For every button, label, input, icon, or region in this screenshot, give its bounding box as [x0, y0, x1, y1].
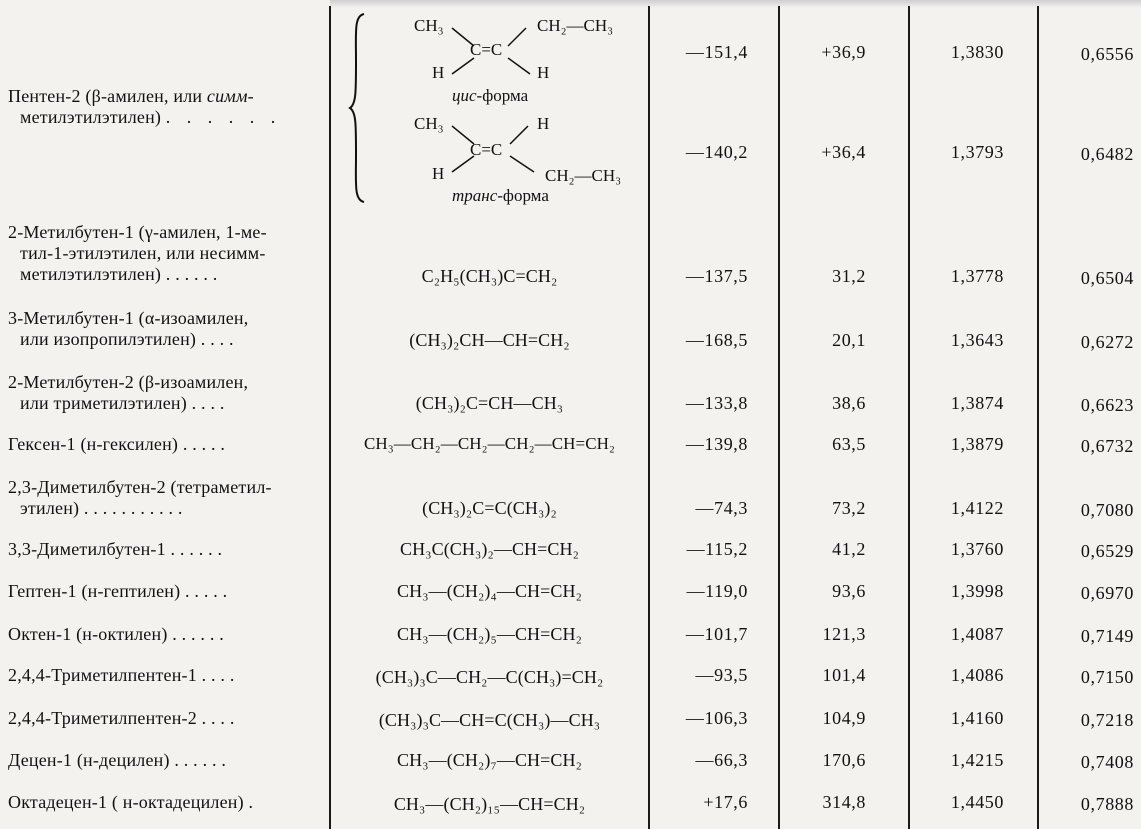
formula: C₂H₅(CH₃)C=CH₂: [421, 266, 558, 286]
form-caption: цис-форма: [452, 86, 529, 105]
refractive-index: 1,4087: [950, 624, 1004, 644]
column-rule: [908, 6, 910, 829]
density: 0,7080: [1080, 500, 1134, 520]
density: 0,6556: [1080, 44, 1134, 64]
formula: CH₃—CH₂—CH₂—CH₂—CH=CH₂: [363, 434, 616, 453]
boiling-point: 170,6: [822, 750, 866, 770]
boiling-point: 314,8: [822, 792, 866, 812]
scan-shadow: [330, 0, 1141, 8]
refractive-index: 1,3760: [950, 539, 1004, 559]
group-label: CH₂—CH₃: [537, 16, 614, 35]
compound-name: 2,3-Диметилбутен-2 (тетраметил- этилен) . . . . . . . . . . .: [8, 477, 272, 518]
melting-point: —168,5: [685, 330, 748, 350]
melting-point: —133,8: [685, 393, 748, 413]
boiling-point: 38,6: [832, 393, 866, 413]
boiling-point: 101,4: [822, 665, 866, 685]
compound-name: Октен-1 (н-октилен) . . . . . .: [8, 624, 224, 644]
melting-point: —74,3: [695, 498, 748, 518]
boiling-point: 41,2: [832, 539, 866, 559]
formula: CH₃C(CH₃)₂—CH=CH₂: [400, 539, 579, 559]
refractive-index: 1,4160: [950, 708, 1004, 728]
melting-point: —66,3: [695, 750, 748, 770]
column-rule: [1037, 6, 1039, 829]
compound-name: 2,4,4-Триметилпентен-1 . . . .: [8, 665, 235, 685]
column-rule: [778, 6, 780, 829]
refractive-index: 1,4215: [950, 750, 1004, 770]
refractive-index: 1,3643: [950, 330, 1004, 350]
density: 0,6272: [1080, 332, 1134, 352]
compound-name: 2,4,4-Триметилпентен-2 . . . .: [8, 708, 235, 728]
formula: (CH₃)₃C—CH=C(CH₃)—CH₃: [378, 710, 601, 730]
refractive-index: 1,3778: [950, 266, 1004, 286]
group-label: H: [537, 114, 550, 133]
density: 0,6623: [1080, 395, 1134, 415]
density: 0,7408: [1080, 752, 1134, 772]
melting-point: —106,3: [685, 708, 748, 728]
group-label: H: [432, 164, 445, 183]
melting-point: —101,7: [685, 624, 748, 644]
refractive-index: 1,3998: [950, 581, 1004, 601]
formula: (CH₃)₂C=C(CH₃)₂: [422, 498, 557, 518]
curly-brace-icon: [348, 12, 368, 204]
compound-name: 2-Метилбутен-2 (β-изоамилен, или триметилэтилен) . . . .: [8, 372, 249, 413]
refractive-index: 1,3830: [950, 42, 1004, 62]
compound-name: Пентен-2 (β-амилен, или симм- метилэтилэтилен) . . . . . .: [8, 86, 282, 127]
melting-point: —119,0: [686, 581, 748, 601]
boiling-point: 104,9: [822, 708, 866, 728]
boiling-point: 20,1: [832, 330, 866, 350]
density: 0,7150: [1080, 667, 1134, 687]
group-label: CH₃: [414, 114, 444, 133]
density: 0,7149: [1080, 626, 1134, 646]
melting-point: —140,2: [685, 142, 748, 162]
group-label: H: [432, 63, 445, 82]
group-label: H: [537, 63, 550, 82]
formula: (CH₃)₂C=CH—CH₃: [415, 393, 564, 413]
formula: (CH₃)₂CH—CH=CH₂: [409, 330, 570, 350]
density: 0,6482: [1080, 144, 1134, 164]
compound-name: Децен-1 (н-децилен) . . . . . .: [8, 750, 227, 770]
melting-point: —93,5: [695, 665, 748, 685]
formula: CH₃—(CH₂)₇—CH=CH₂: [397, 750, 582, 770]
melting-point: +17,6: [703, 792, 748, 812]
boiling-point: 31,2: [832, 266, 866, 286]
refractive-index: 1,4086: [950, 665, 1004, 685]
refractive-index: 1,4450: [950, 792, 1004, 812]
compound-name: Гексен-1 (н-гексилен) . . . . .: [8, 434, 226, 454]
melting-point: —139,8: [685, 434, 748, 454]
refractive-index: 1,4122: [950, 498, 1004, 518]
compound-name: 3,3-Диметилбутен-1 . . . . . .: [8, 539, 223, 559]
formula: (CH₃)₃C—CH₂—C(CH₃)=CH₂: [375, 667, 604, 687]
density: 0,7888: [1080, 794, 1134, 814]
melting-point: —115,2: [686, 539, 748, 559]
compound-name: 2-Метилбутен-1 (γ-амилен, 1-ме- тил-1-этилэтилен, или несимм- метилэтилэтилен) . . . . . .: [8, 222, 267, 284]
density: 0,7218: [1080, 710, 1134, 730]
form-caption: транс-форма: [452, 186, 549, 205]
group-label: CH₂—CH₃: [545, 166, 622, 185]
compound-name: Октадецен-1 ( н-октадецилен) .: [8, 792, 254, 812]
double-bond-label: C=C: [470, 140, 503, 159]
group-label: CH₃: [414, 16, 444, 35]
melting-point: —137,5: [685, 266, 748, 286]
refractive-index: 1,3874: [950, 393, 1004, 413]
density: 0,6504: [1080, 268, 1134, 288]
density: 0,6529: [1080, 541, 1134, 561]
boiling-point: +36,9: [821, 42, 866, 62]
boiling-point: 93,6: [832, 581, 866, 601]
boiling-point: +36,4: [821, 142, 866, 162]
formula: CH₃—(CH₂)₁₅—CH=CH₂: [393, 794, 586, 814]
refractive-index: 1,3793: [950, 142, 1004, 162]
density: 0,6732: [1080, 436, 1134, 456]
formula: CH₃—(CH₂)₅—CH=CH₂: [397, 624, 582, 644]
column-rule: [329, 6, 331, 829]
formula: CH₃—(CH₂)₄—CH=CH₂: [397, 581, 582, 601]
boiling-point: 63,5: [832, 434, 866, 454]
double-bond-label: C=C: [470, 40, 503, 59]
boiling-point: 121,3: [822, 624, 866, 644]
density: 0,6970: [1080, 583, 1134, 603]
column-rule: [648, 6, 650, 829]
refractive-index: 1,3879: [950, 434, 1004, 454]
compound-name: Гептен-1 (н-гептилен) . . . . .: [8, 581, 228, 601]
melting-point: —151,4: [685, 42, 748, 62]
compound-name: 3-Метилбутен-1 (α-изоамилен, или изопропилэтилен) . . . .: [8, 308, 249, 349]
boiling-point: 73,2: [832, 498, 866, 518]
